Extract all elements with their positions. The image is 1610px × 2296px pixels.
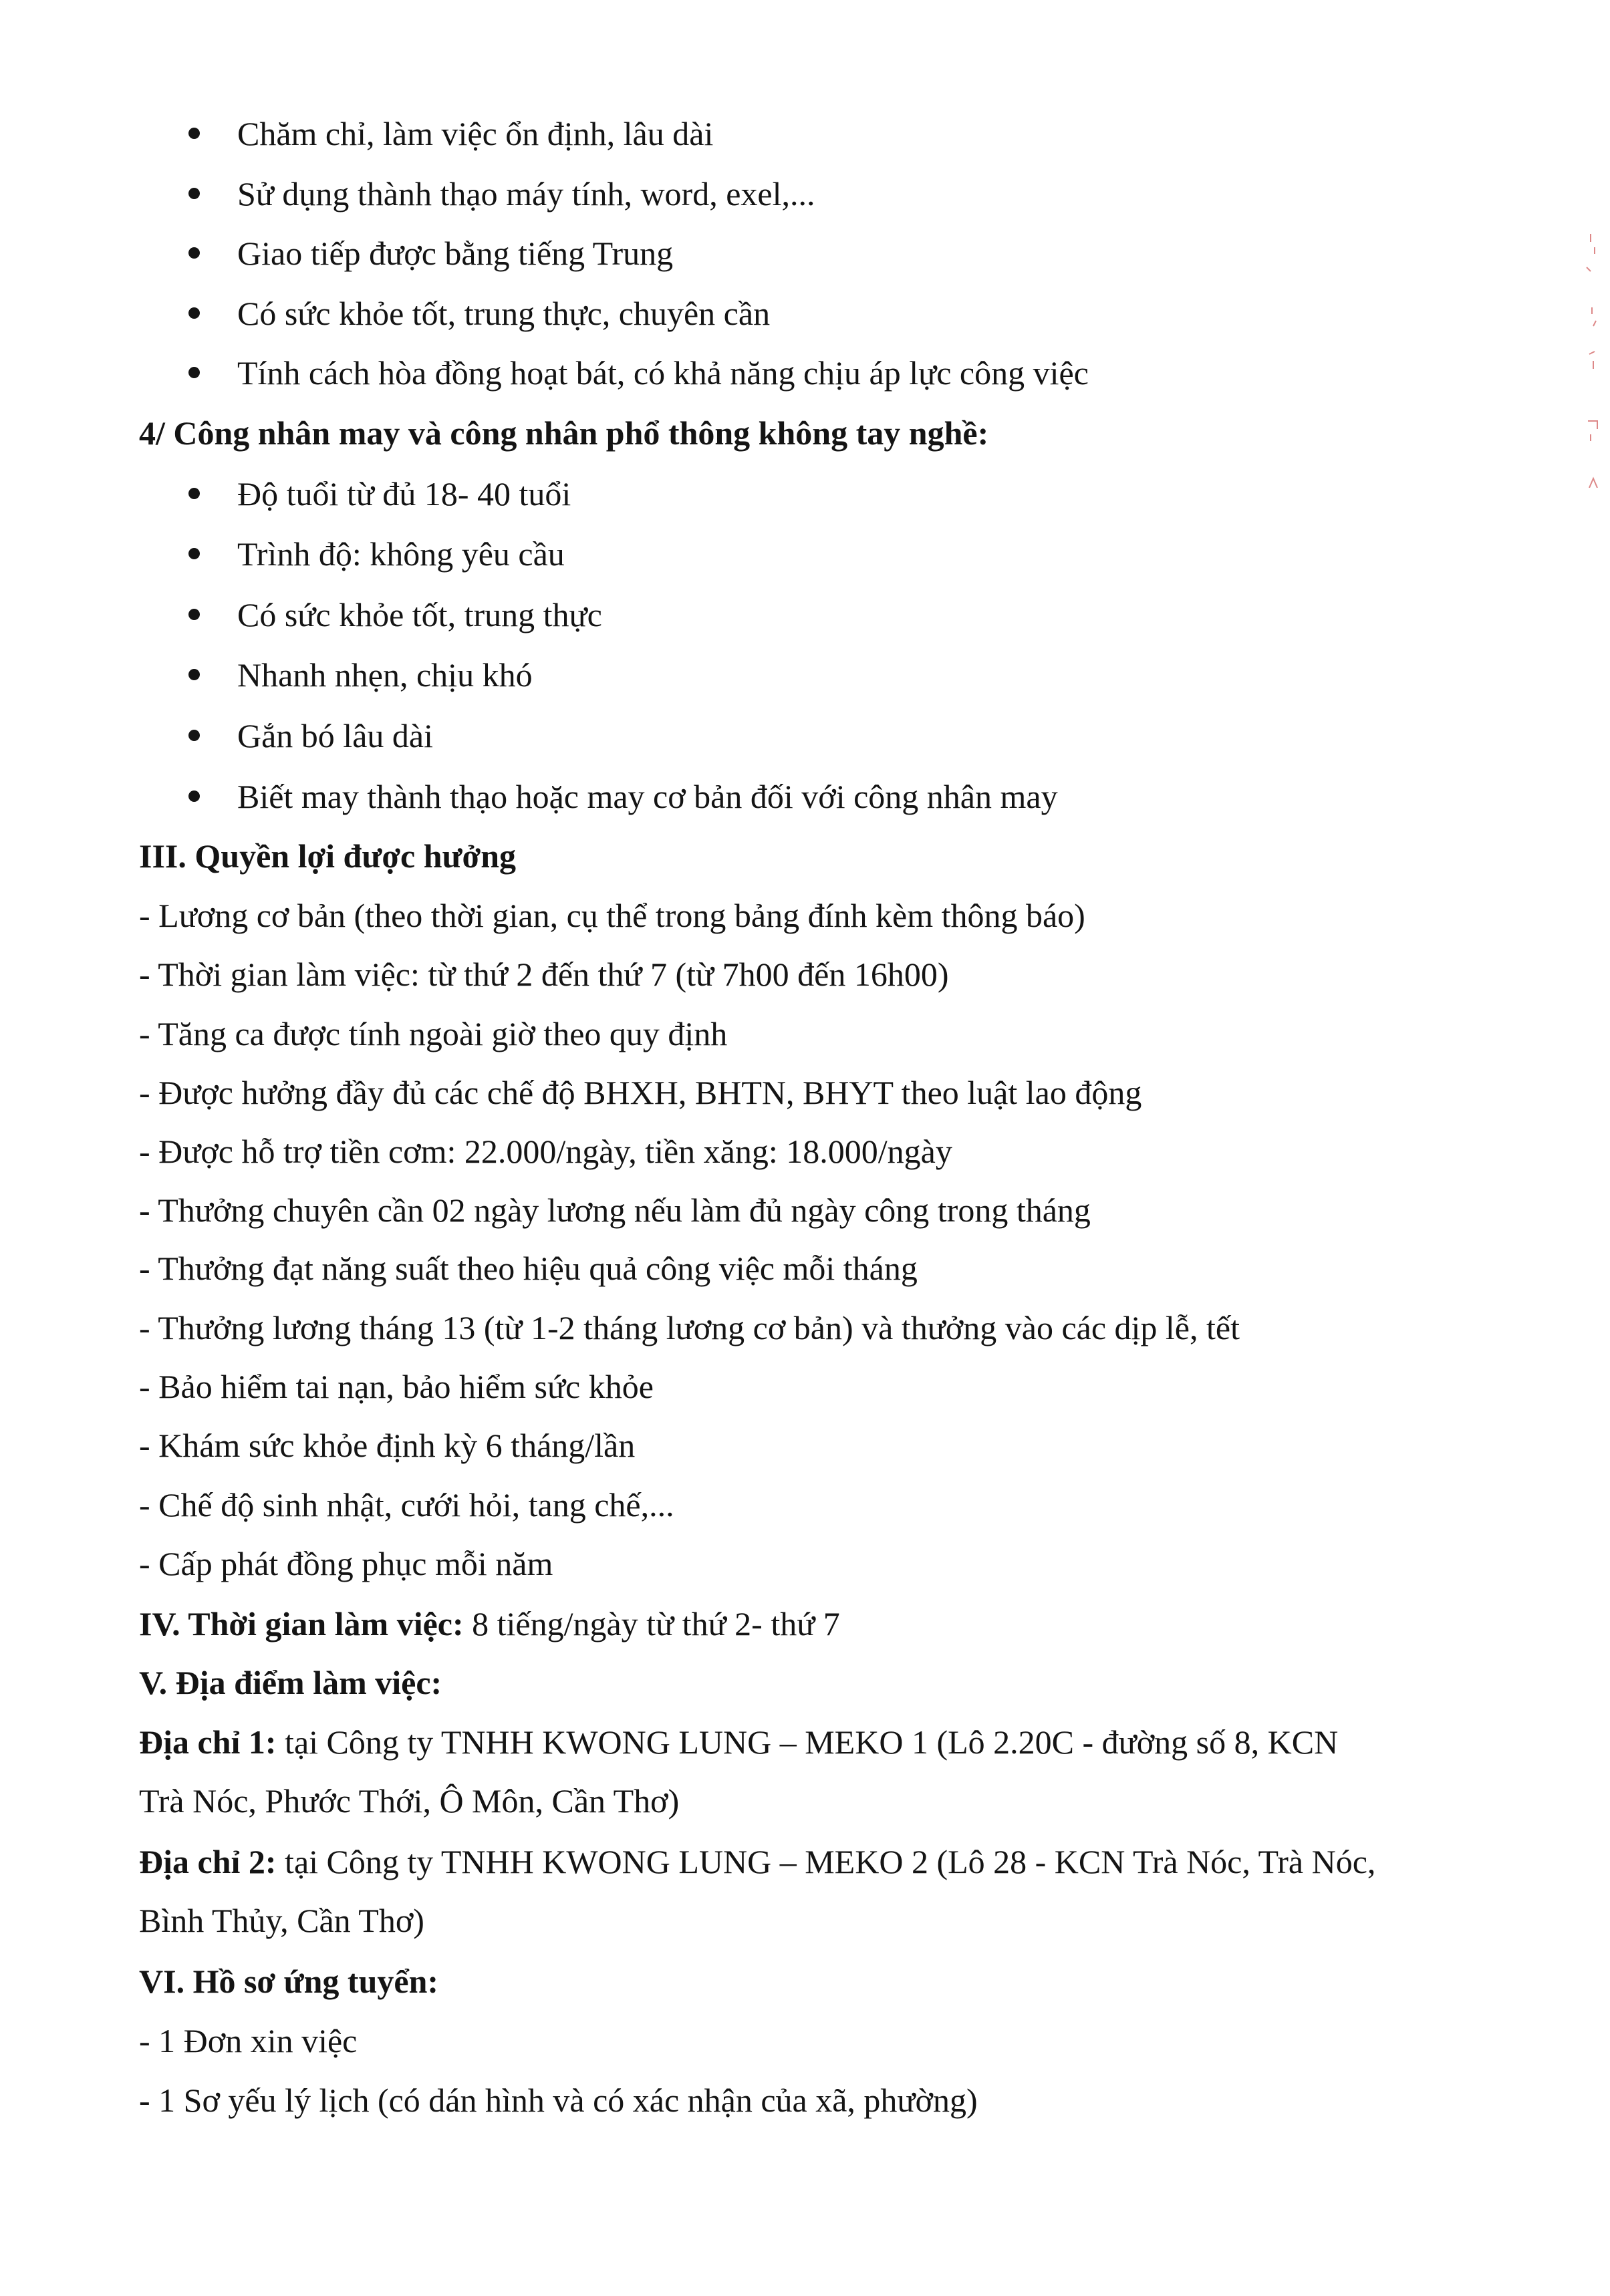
benefit-line [0,1007,1610,1060]
list-item [0,167,1610,221]
benefit-text: - Thưởng chuyên cần 02 ngày lương nếu làm đủ ngày công trong tháng [139,1191,1091,1229]
bullet-icon [188,188,200,199]
list-item-text: Tính cách hòa đồng hoạt bát, có khả năng chịu áp lực công việc [237,354,1089,392]
list-item [0,709,1610,762]
document-item [0,2014,1610,2067]
benefit-line [0,1478,1610,1532]
list-item-text: Giao tiếp được bằng tiếng Trung [237,235,674,272]
benefit-text: - Chế độ sinh nhật, cưới hỏi, tang chế,... [139,1486,674,1524]
document-item [0,2073,1610,2127]
benefit-line [0,948,1610,1001]
list-item-text: Biết may thành thạo hoặc may cơ bản đối với công nhân may [237,778,1058,815]
list-item-text: Có sức khỏe tốt, trung thực, chuyên cần [237,295,771,332]
document-item-text: - 1 Sơ yếu lý lịch (có dán hình và có xác nhận của xã, phường) [139,2082,978,2119]
benefit-text: - Được hưởng đầy đủ các chế độ BHXH, BHTN, BHYT theo luật lao động [139,1074,1142,1111]
address-2-label: Địa chỉ 2: [139,1843,277,1880]
benefit-text: - Khám sức khỏe định kỳ 6 tháng/lần [139,1427,636,1464]
benefit-line [0,1360,1610,1413]
benefit-text: - Được hỗ trợ tiền cơm: 22.000/ngày, tiền xăng: 18.000/ngày [139,1133,952,1170]
bullet-icon [188,307,200,319]
benefit-text: - Lương cơ bản (theo thời gian, cụ thể trong bảng đính kèm thông báo) [139,897,1085,934]
bullet-icon [188,367,200,378]
benefit-line [0,1419,1610,1472]
section-heading [0,829,1610,883]
benefit-line [0,1301,1610,1354]
benefit-line [0,1066,1610,1119]
section-heading [0,1656,1610,1709]
bullet-icon [188,247,200,259]
list-item [0,467,1610,521]
section-iv-label: IV. Thời gian làm việc: [139,1605,464,1642]
address-1-line-1 [0,1715,1610,1769]
list-item [0,770,1610,823]
list-item-text: Có sức khỏe tốt, trung thực [237,596,602,633]
address-2-text-cont: Bình Thủy, Cần Thơ) [139,1902,424,1939]
address-2-line-1 [0,1835,1610,1888]
bullet-icon [188,488,200,499]
list-item [0,107,1610,160]
list-item-text: Gắn bó lâu dài [237,717,433,754]
list-item [0,588,1610,641]
section-v-heading: V. Địa điểm làm việc: [139,1664,442,1701]
benefit-text: - Bảo hiểm tai nạn, bảo hiểm sức khỏe [139,1368,654,1405]
bullet-icon [188,791,200,802]
benefit-line [0,1537,1610,1590]
section-heading [0,406,1610,460]
benefit-text: - Thời gian làm việc: từ thứ 2 đến thứ 7 (từ 7h00 đến 16h00) [139,956,949,993]
list-item [0,287,1610,340]
address-1-text: tại Công ty TNHH KWONG LUNG – MEKO 1 (Lô 2.20C - đường số 8, KCN [276,1723,1339,1761]
section-iv-line [0,1597,1610,1651]
list-item-text: Nhanh nhẹn, chịu khó [237,656,533,694]
benefit-text: - Tăng ca được tính ngoài giờ theo quy định [139,1015,728,1052]
benefit-line [0,1183,1610,1237]
list-item [0,648,1610,702]
benefit-text: - Thưởng đạt năng suất theo hiệu quả công việc mỗi tháng [139,1250,918,1287]
benefit-line [0,1125,1610,1178]
bullet-icon [188,669,200,680]
list-item-text: Trình độ: không yêu cầu [237,535,565,573]
list-item-text: Sử dụng thành thạo máy tính, word, exel,... [237,175,815,212]
list-item [0,346,1610,400]
document-item-text: - 1 Đơn xin việc [139,2022,358,2059]
section-iii-heading: III. Quyền lợi được hưởng [139,837,517,875]
section-vi-heading: VI. Hồ sơ ứng tuyển: [139,1963,439,2000]
section-4-heading: 4/ Công nhân may và công nhân phổ thông không tay nghề: [139,414,989,452]
section-iv-value: 8 tiếng/ngày từ thứ 2- thứ 7 [463,1605,840,1642]
benefit-line [0,889,1610,942]
address-2-line-2 [0,1894,1610,1947]
list-item-text: Độ tuổi từ đủ 18- 40 tuổi [237,475,571,513]
address-1-text-cont: Trà Nóc, Phước Thới, Ô Môn, Cần Thơ) [139,1782,680,1820]
bullet-icon [188,128,200,139]
bullet-icon [188,609,200,620]
list-item [0,227,1610,280]
address-2-text: tại Công ty TNHH KWONG LUNG – MEKO 2 (Lô 28 - KCN Trà Nóc, Trà Nóc, [276,1843,1376,1880]
benefit-text: - Cấp phát đồng phục mỗi năm [139,1545,553,1582]
list-item [0,527,1610,581]
benefit-text: - Thưởng lương tháng 13 (từ 1-2 tháng lương cơ bản) và thưởng vào các dịp lễ, tết [139,1309,1240,1346]
section-heading [0,1955,1610,2008]
bullet-icon [188,548,200,559]
list-item-text: Chăm chỉ, làm việc ổn định, lâu dài [237,115,714,152]
bullet-icon [188,730,200,741]
address-1-label: Địa chỉ 1: [139,1723,277,1761]
address-1-line-2 [0,1774,1610,1828]
benefit-line [0,1242,1610,1295]
